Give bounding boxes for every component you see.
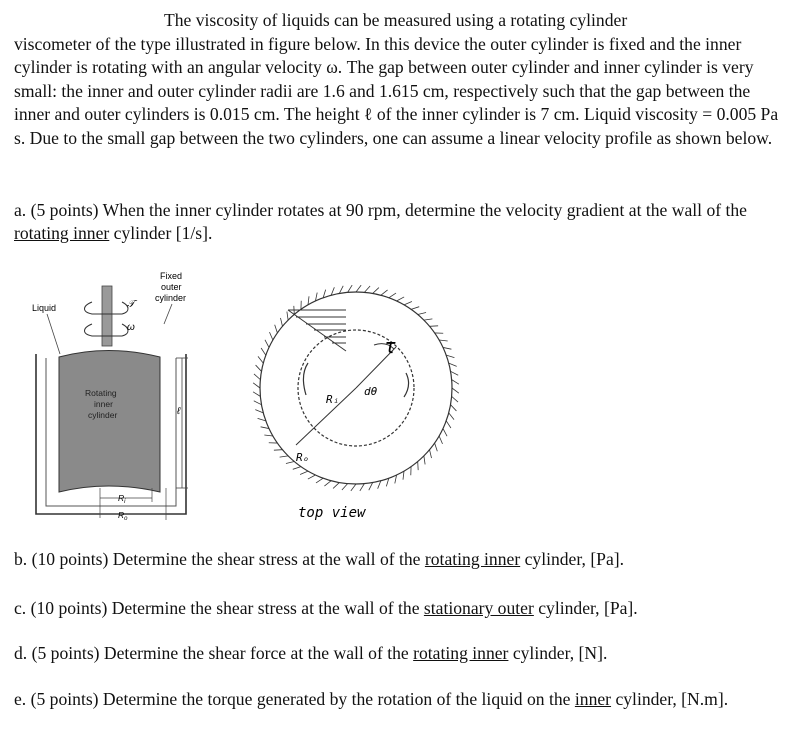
hatch-mark (254, 401, 262, 405)
question-d-tail: cylinder, [N]. (508, 643, 608, 663)
shaft (102, 286, 112, 346)
top-view-caption: top view (298, 505, 366, 521)
hatch-mark (435, 443, 438, 451)
hatch-mark (253, 383, 260, 388)
question-c-tail: cylinder, [Pa]. (533, 598, 638, 618)
question-c-underline: stationary outer (423, 598, 534, 618)
hatch-mark (351, 484, 356, 491)
label-liquid: Liquid (32, 303, 57, 313)
label-ro-top: Rₒ (296, 451, 310, 464)
question-c (14, 597, 786, 620)
hatch-mark (360, 484, 365, 491)
intro-line-1: The viscosity of liquids can be measured using a rotating cylinder (164, 10, 628, 30)
hatch-mark (333, 483, 339, 489)
question-d (14, 642, 786, 665)
viscometer-side-view-figure (22, 262, 222, 532)
label-ri-top: Rᵢ (326, 393, 340, 406)
hatch-mark (300, 471, 308, 474)
hatch-mark (364, 286, 370, 292)
question-b-text: b. (10 points) Determine the shear stress at the wall of the (14, 549, 425, 569)
rotation-arrow-right (404, 373, 409, 397)
hatch-mark (397, 297, 405, 301)
hatch-mark (269, 332, 272, 340)
question-e-underline: inner (574, 689, 612, 709)
hatch-mark (446, 421, 451, 428)
label-inner-cylinder: cylinder (88, 410, 118, 420)
hatch-mark (452, 380, 459, 385)
question-b-tail: cylinder, [Pa]. (520, 549, 625, 569)
label-cylinder: cylinder (155, 293, 187, 303)
hatch-mark (373, 288, 379, 294)
hatch-mark (264, 435, 273, 436)
fixed-outer-leader-line (164, 304, 172, 324)
hatch-mark (308, 475, 316, 479)
hatch-mark (293, 467, 301, 470)
hatch-mark (253, 392, 260, 397)
hatch-mark (258, 356, 263, 363)
hatch-mark (280, 456, 288, 457)
hatch-mark (443, 429, 447, 437)
label-torque: 𝒯 (127, 299, 135, 310)
label-tau: τ (384, 334, 397, 358)
label-height: ℓ (177, 406, 181, 417)
hatch-mark (286, 462, 294, 464)
hatch-mark (403, 471, 404, 480)
hatch-mark (356, 285, 361, 292)
question-e (14, 688, 786, 711)
hatch-mark (256, 365, 262, 371)
hatch-mark (261, 348, 266, 355)
hatch-mark (281, 318, 283, 326)
hatch-mark (275, 325, 278, 333)
hatch-mark (452, 388, 459, 393)
label-inner: inner (94, 399, 113, 409)
hatch-mark (452, 396, 458, 402)
hatch-mark (316, 478, 323, 483)
question-b-underline: rotating inner (424, 549, 521, 569)
hatch-mark (411, 307, 419, 310)
question-d-text: d. (5 points) Determine the shear force at the wall of the (14, 643, 414, 663)
hatch-mark (348, 285, 353, 292)
hatch-mark (439, 340, 448, 341)
question-c-text: c. (10 points) Determine the shear stress at the wall of the (14, 598, 424, 618)
label-omega: ω (127, 322, 135, 333)
hatch-mark (339, 286, 343, 294)
intro-text: viscometer of the type illustrated in figure below. In this device the outer cylinder is fixed and the inner cylinder is rotating with an angular velocity ω. The gap between outer cylinder and inner cylinder is very small: the inner and outer cylinder radii are 1.6 and 1.615 cm, respectively such that the gap between the inner and outer cylinders is 0.015 cm. The height ℓ of the inner cylinder is 7 cm. Liquid viscosity = 0.005 Pa s. Due to the small gap between the two cylinders, one can assume a linear velocity profile as shown below. (14, 33, 779, 148)
label-dtheta: dθ (364, 385, 378, 398)
hatch-mark (287, 312, 288, 320)
hatch-mark (404, 301, 412, 304)
hatch-mark (449, 413, 454, 420)
hatch-mark (424, 456, 425, 464)
hatch-mark (381, 290, 388, 295)
question-a (14, 199, 786, 245)
hatch-mark (369, 483, 373, 491)
question-a-text: a. (5 points) When the inner cylinder rotates at 90 rpm, determine the velocity gradient at the wall of the (14, 200, 747, 220)
question-a-underline: rotating inner (14, 223, 110, 243)
label-fixed: Fixed (160, 271, 183, 281)
problem-intro (14, 9, 784, 150)
label-outer: outer (161, 282, 182, 292)
question-e-text: e. (5 points) Determine the torque generated by the rotation of the liquid on the (14, 689, 575, 709)
hatch-mark (324, 481, 331, 486)
hatch-mark (389, 293, 396, 298)
question-e-tail: cylinder, [N.m]. (611, 689, 729, 709)
hatch-mark (308, 296, 309, 305)
viscometer-top-view-sketch (236, 285, 468, 525)
liquid-leader-line (47, 314, 60, 354)
label-ro: $R_o$ (118, 510, 128, 522)
hatch-mark (451, 405, 457, 411)
question-a-tail: cylinder [1/s]. (109, 223, 213, 243)
hatch-mark (451, 371, 459, 375)
hatch-mark (430, 450, 432, 458)
rotating-inner-cylinder (59, 351, 160, 493)
rotation-arrow-left (303, 363, 308, 395)
label-rotating: Rotating (85, 388, 117, 398)
hatch-mark (265, 340, 269, 348)
label-ri: $R_i$ (118, 493, 126, 505)
hatch-mark (439, 436, 442, 444)
hatch-mark (254, 374, 260, 380)
hatch-mark (418, 313, 426, 315)
hatch-mark (424, 319, 432, 320)
hatch-mark (342, 484, 348, 490)
question-d-underline: rotating inner (413, 643, 509, 663)
question-b (14, 548, 786, 571)
